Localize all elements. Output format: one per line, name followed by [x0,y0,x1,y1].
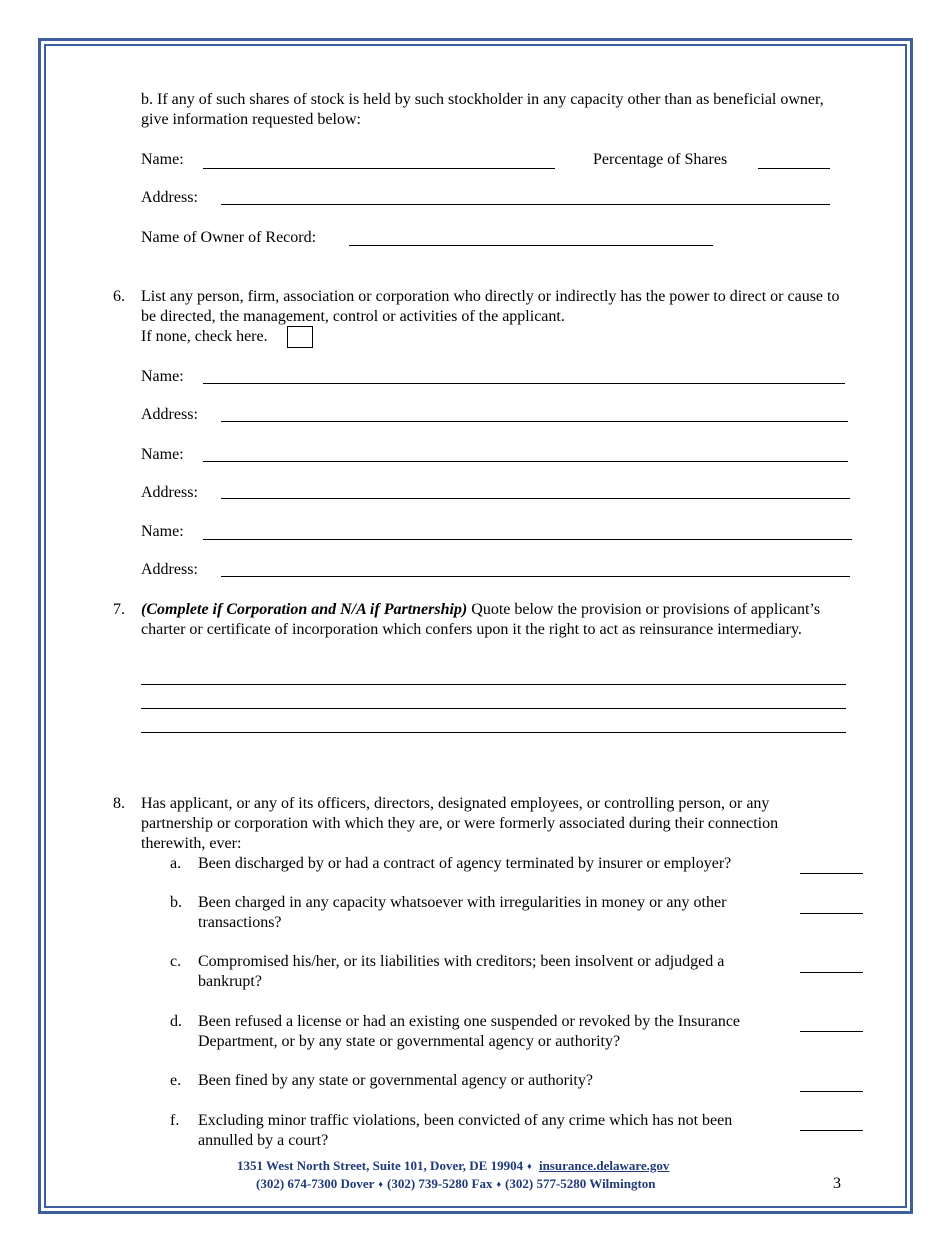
q6-name-label-2: Name: [141,446,184,463]
q8f-letter: f. [170,1112,180,1129]
q8d-letter: d. [170,1013,182,1030]
q8f-answer-field[interactable] [800,1130,863,1131]
q7-body: Quote below the provision or provisions of applicant’s charter or certificate of incorporation which confers upon it the right to act as reinsurance intermediary. [141,601,821,638]
q6-name-field-3[interactable] [203,539,852,540]
q8a-answer-field[interactable] [800,873,863,874]
address-field[interactable] [221,204,830,205]
page-number: 3 [833,1175,841,1192]
q8c-answer-field[interactable] [800,972,863,973]
footer-phone-dover: (302) 674-7300 Dover [256,1176,375,1191]
q8d-answer-field[interactable] [800,1031,863,1032]
q8-number: 8. [113,795,125,812]
q8a-letter: a. [170,855,182,872]
owner-of-record-field[interactable] [349,245,713,246]
q6-none-label: If none, check here. [141,328,268,345]
q6-name-label-3: Name: [141,523,184,540]
q6-address-field-3[interactable] [221,576,850,577]
q8d-text: Been refused a license or had an existing one suspended or revoked by the Insurance Department, or by any state or governmental agency or authority? [198,1013,741,1050]
q7-answer-line-2[interactable] [141,708,846,709]
q7-emphasis: (Complete if Corporation and N/A if Partnership) [141,601,468,618]
q7-answer-line-3[interactable] [141,732,846,733]
q8e-answer-field[interactable] [800,1091,863,1092]
q8f-text: Excluding minor traffic violations, been convicted of any crime which has not been annulled by a court? [198,1112,733,1149]
q6-name-field-1[interactable] [203,383,845,384]
q6-number: 6. [113,288,125,305]
name-field[interactable] [203,168,555,169]
footer-fax: (302) 739-5280 Fax [387,1176,493,1191]
footer-website-link[interactable]: insurance.delaware.gov [538,1158,670,1173]
footer-diamond-icon: ♦ [527,1161,532,1171]
q8b-text: Been charged in any capacity whatsoever with irregularities in money or any other transactions? [198,894,727,931]
address-label: Address: [141,189,198,206]
percentage-field[interactable] [758,168,830,169]
q6-address-label-3: Address: [141,561,198,578]
q8b-letter: b. [170,894,182,911]
section-5b-text: b. If any of such shares of stock is held by such stockholder in any capacity other than as beneficial owner, give information requested below: [141,91,824,128]
q6-none-checkbox[interactable] [287,326,313,348]
q6-name-label-1: Name: [141,368,184,385]
footer-address: 1351 West North Street, Suite 101, Dover, DE 19904 [237,1158,524,1173]
owner-of-record-label: Name of Owner of Record: [141,229,317,246]
q6-address-label-1: Address: [141,406,198,423]
footer-diamond-icon: ♦ [496,1179,502,1189]
q6-name-field-2[interactable] [203,461,848,462]
q7-answer-line-1[interactable] [141,684,846,685]
footer-phone-wilmington: (302) 577-5280 Wilmington [505,1176,656,1191]
name-label: Name: [141,151,184,168]
footer-address-line [237,1157,669,1175]
q6-text: List any person, firm, association or corporation who directly or indirectly has the power to direct or cause to be directed, the management, control or activities of the applicant. [141,288,840,325]
q8a-text: Been discharged by or had a contract of agency terminated by insurer or employer? [198,855,732,872]
q8e-text: Been fined by any state or governmental agency or authority? [198,1072,593,1089]
q8c-letter: c. [170,953,182,970]
footer-phone-line [256,1175,656,1193]
q8b-answer-field[interactable] [800,913,863,914]
q8-text: Has applicant, or any of its officers, directors, designated employees, or controlling person, or any partnership or corporation with which they are, or were formerly associated during their connection therewith, ever: [141,795,779,852]
footer-diamond-icon: ♦ [378,1179,384,1189]
q6-address-label-2: Address: [141,484,198,501]
q8c-text: Compromised his/her, or its liabilities with creditors; been insolvent or adjudged a bankrupt? [198,953,725,990]
q8e-letter: e. [170,1072,182,1089]
q6-address-field-2[interactable] [221,498,850,499]
q6-address-field-1[interactable] [221,421,848,422]
percentage-label: Percentage of Shares [593,151,728,168]
q7-text [141,600,846,640]
q7-number: 7. [113,601,125,618]
